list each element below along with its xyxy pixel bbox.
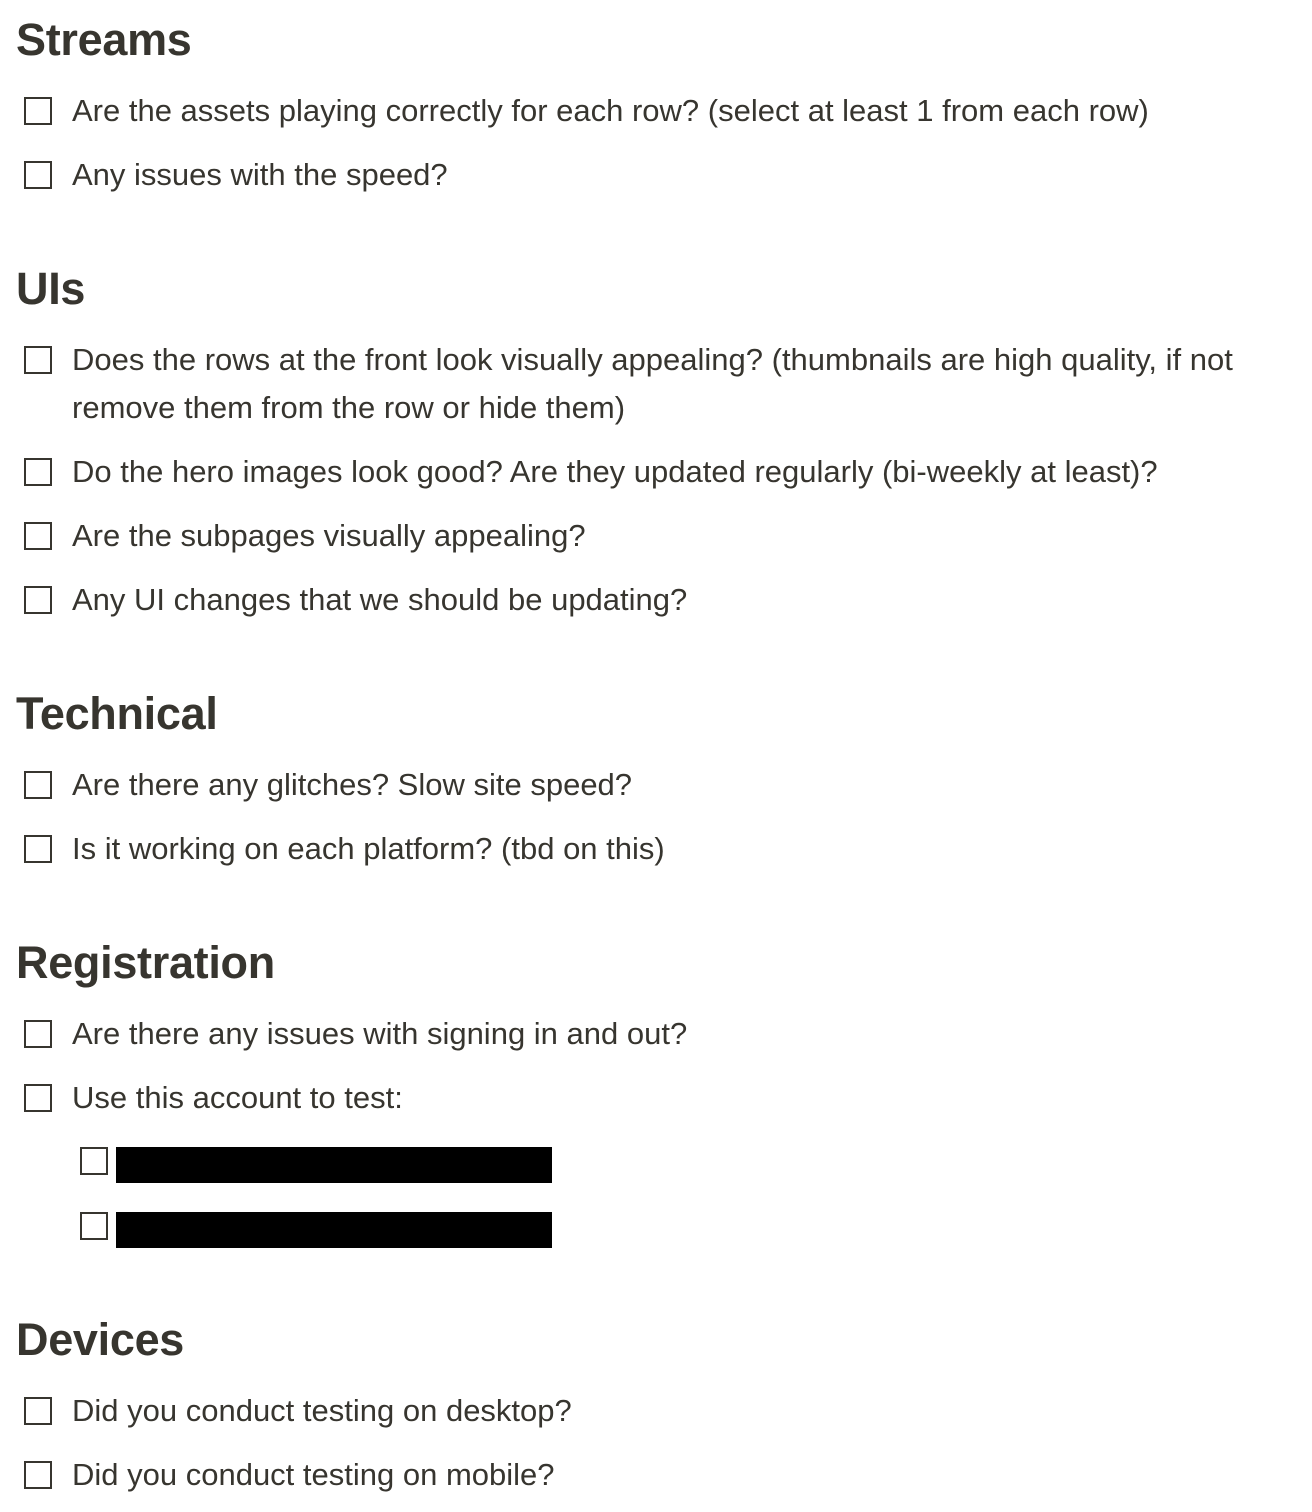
section-heading-devices: Devices [16,1314,185,1365]
checkbox[interactable] [24,1084,52,1112]
todo-subitem [16,1212,1304,1248]
section-devices [16,1312,1304,1492]
checkbox[interactable] [80,1147,108,1175]
section-heading-registration: Registration [16,937,275,988]
checkbox[interactable] [24,346,52,374]
todo-item [16,1451,1304,1499]
section-technical [16,686,1304,866]
redacted-block [116,1147,552,1183]
checkbox[interactable] [24,1397,52,1425]
todo-text: Are there any issues with signing in and out? [72,1016,688,1051]
todo-subitem [16,1147,1304,1183]
todo-item [16,336,1304,432]
checkbox[interactable] [24,161,52,189]
todo-item [16,761,1304,809]
todo-text: Did you conduct testing on desktop? [72,1393,572,1428]
todo-item [16,576,1304,624]
section-uis [16,261,1304,617]
redacted-block [116,1212,552,1248]
todo-text: Is it working on each platform? (tbd on this) [72,831,665,866]
todo-text: Use this account to test: [72,1080,403,1115]
todo-text: Are there any glitches? Slow site speed? [72,767,633,802]
section-heading-streams: Streams [16,14,192,65]
checkbox[interactable] [80,1212,108,1240]
todo-item [16,1074,1304,1122]
todo-item [16,87,1304,135]
checkbox[interactable] [24,1020,52,1048]
checkbox[interactable] [24,586,52,614]
checkbox[interactable] [24,771,52,799]
todo-text: Any UI changes that we should be updating? [72,582,688,617]
todo-text: Are the assets playing correctly for each row? (select at least 1 from each row) [72,93,1149,128]
checkbox[interactable] [24,522,52,550]
todo-text: Are the subpages visually appealing? [72,518,586,553]
todo-text: Does the rows at the front look visually appealing? (thumbnails are high quality, if not remove them from the row or hide them) [72,342,1233,425]
todo-item [16,448,1304,496]
checkbox[interactable] [24,458,52,486]
checkbox[interactable] [24,97,52,125]
section-streams [16,12,1304,192]
checkbox[interactable] [24,835,52,863]
todo-item [16,512,1304,560]
todo-item [16,1010,1304,1058]
section-heading-technical: Technical [16,688,218,739]
todo-item [16,825,1304,873]
checkbox[interactable] [24,1461,52,1489]
section-registration [16,935,1304,1115]
todo-text: Do the hero images look good? Are they updated regularly (bi-weekly at least)? [72,454,1158,489]
todo-text: Any issues with the speed? [72,157,448,192]
section-heading-uis: UIs [16,263,86,314]
todo-item [16,1387,1304,1435]
todo-text: Did you conduct testing on mobile? [72,1457,555,1492]
todo-item [16,151,1304,199]
